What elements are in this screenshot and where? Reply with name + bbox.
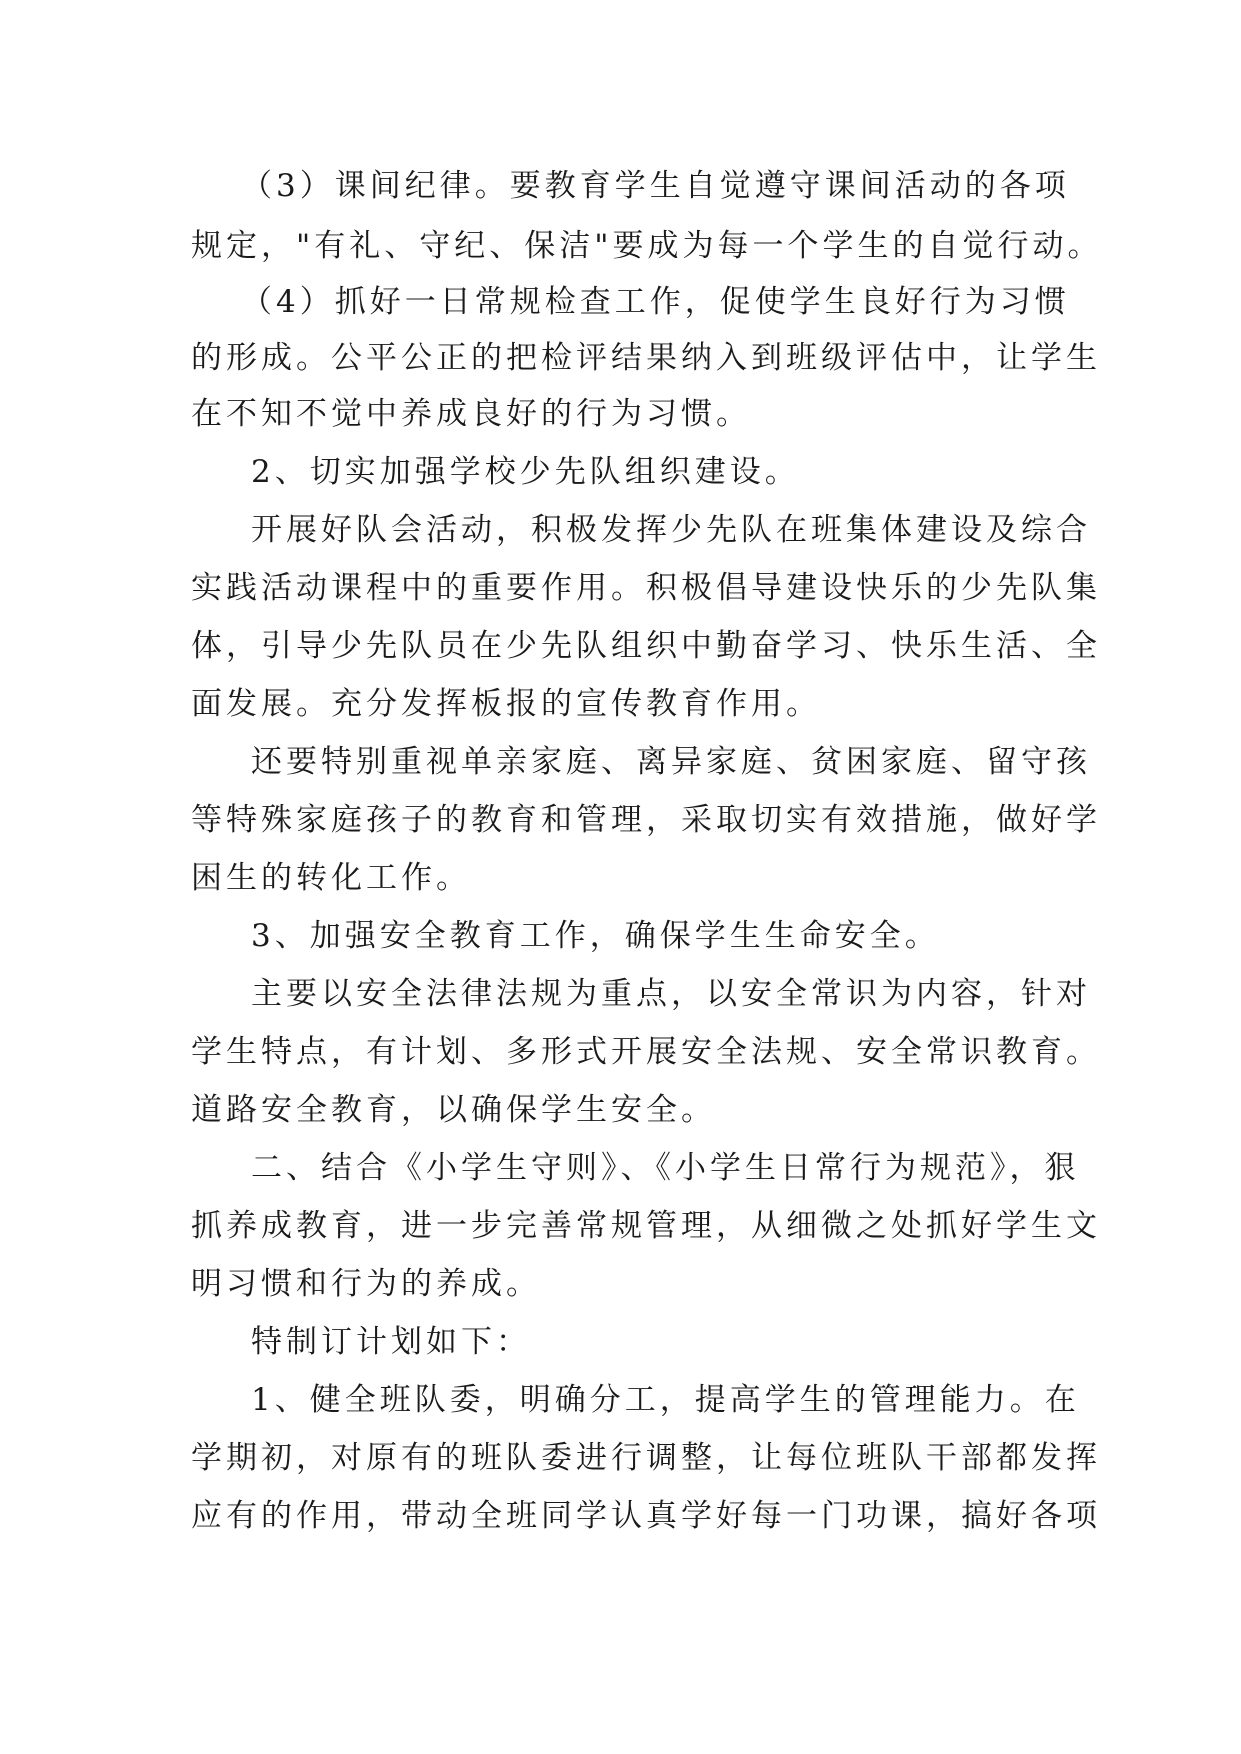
text-line: 还要特别重视单亲家庭、离异家庭、贫困家庭、留守孩 [251,744,1091,780]
text-line: 开展好队会活动，积极发挥少先队在班集体建设及综合 [251,512,1091,548]
text-line: 学期初，对原有的班队委进行调整，让每位班队干部都发挥 [191,1440,1101,1476]
text-line: 的形成。公平公正的把检评结果纳入到班级评估中，让学生 [191,340,1101,376]
text-line: 困生的转化工作。 [191,860,471,896]
text-line: 面发展。充分发挥板报的宣传教育作用。 [191,686,821,722]
text-line: 二、结合《小学生守则》、《小学生日常行为规范》，狠 [251,1150,1080,1186]
text-line: 应有的作用，带动全班同学认真学好每一门功课，搞好各项 [191,1498,1101,1534]
text-line: （3）课间纪律。要教育学生自觉遵守课间活动的各项 [241,168,1070,204]
text-line: 1、健全班队委，明确分工，提高学生的管理能力。在 [251,1382,1080,1418]
text-line: 抓养成教育，进一步完善常规管理，从细微之处抓好学生文 [191,1208,1101,1244]
text-line: 学生特点，有计划、多形式开展安全法规、安全常识教育。 [191,1034,1101,1070]
text-line: 道路安全教育，以确保学生安全。 [191,1092,716,1128]
text-line: 明习惯和行为的养成。 [191,1266,541,1302]
text-line: 规定，"有礼、守纪、保洁"要成为每一个学生的自觉行动。 [191,228,1103,264]
text-line: 主要以安全法律法规为重点，以安全常识为内容，针对 [251,976,1091,1012]
text-line: 特制订计划如下： [251,1324,531,1360]
text-line: 体，引导少先队员在少先队组织中勤奋学习、快乐生活、全 [191,628,1101,664]
text-line: 在不知不觉中养成良好的行为习惯。 [191,396,751,432]
text-line: （4）抓好一日常规检查工作，促使学生良好行为习惯 [241,284,1070,320]
text-line: 3、加强安全教育工作，确保学生生命安全。 [251,918,940,954]
text-line: 实践活动课程中的重要作用。积极倡导建设快乐的少先队集 [191,570,1101,606]
text-line: 等特殊家庭孩子的教育和管理，采取切实有效措施，做好学 [191,802,1101,838]
text-line: 2、切实加强学校少先队组织建设。 [251,454,800,490]
